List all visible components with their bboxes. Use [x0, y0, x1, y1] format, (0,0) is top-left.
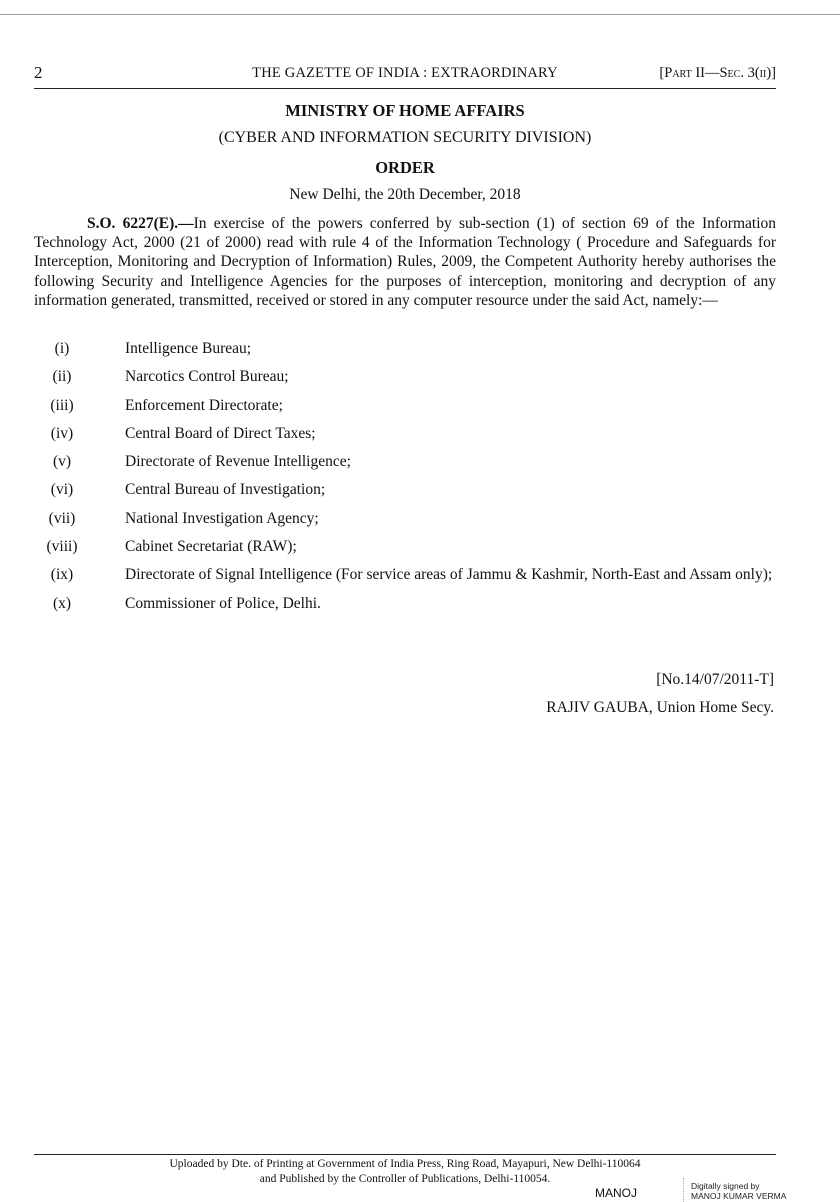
order-heading: ORDER	[375, 158, 435, 177]
agency-name: Intelligence Bureau;	[125, 340, 252, 357]
agency-name: Directorate of Revenue Intelligence;	[125, 453, 351, 471]
page-number: 2	[34, 63, 43, 82]
item-number: (ii)	[52, 368, 72, 386]
agency-name: Cabinet Secretariat (RAW);	[125, 538, 297, 556]
gazette-title: THE GAZETTE OF INDIA : EXTRAORDINARY	[252, 65, 558, 81]
item-number: (iv)	[50, 424, 74, 442]
list-item	[34, 397, 776, 415]
ministry-heading: MINISTRY OF HOME AFFAIRS	[285, 101, 525, 120]
agency-name: Central Bureau of Investigation;	[125, 481, 326, 499]
list-item	[34, 481, 776, 499]
agency-name: Commissioner of Police, Delhi.	[125, 594, 321, 612]
item-number: (ix)	[50, 566, 74, 584]
item-number: (v)	[52, 453, 72, 471]
top-border-line	[0, 14, 840, 15]
footer-rule	[34, 1154, 776, 1155]
item-number: (vi)	[50, 481, 74, 499]
gazette-header	[34, 63, 776, 85]
list-item	[34, 510, 776, 528]
agency-list	[34, 340, 776, 623]
dateline: New Delhi, the 20th December, 2018	[289, 186, 521, 203]
list-item	[34, 368, 776, 386]
signatory: RAJIV GAUBA, Union Home Secy.	[546, 699, 774, 716]
list-item	[34, 566, 776, 584]
item-number: (x)	[52, 594, 72, 612]
item-number: (viii)	[46, 538, 78, 556]
file-reference: [No.14/07/2011-T]	[656, 671, 774, 688]
footer-line-1: Uploaded by Dte. of Printing at Government of India Press, Ring Road, Mayapuri, New Delhi-110064	[169, 1158, 641, 1170]
part-section: [Part II—Sec. 3(ii)]	[659, 65, 776, 81]
so-number: S.O. 6227(E).—	[87, 215, 194, 232]
list-item	[34, 453, 776, 471]
list-item	[34, 538, 776, 556]
order-body-text: In exercise of the powers conferred by sub-section (1) of section 69 of the Information Technology Act, 2000 (21 of 2000) read with rule 4 of the Information Technology ( Procedure and Safeguards for Interception, Monitoring and Decryption of Information) Rules, 2009, the Competent Authority hereby authorises the following Security and Intelligence Agencies for the purposes of interception, monitoring and decryption of any information generated, transmitted, received or stored in any computer resource under the said Act, namely:—	[34, 215, 776, 309]
list-item	[34, 340, 776, 358]
footer-line-2: and Published by the Controller of Publications, Delhi-110054.	[259, 1173, 551, 1185]
agency-name: National Investigation Agency;	[125, 509, 319, 527]
signer-short-name: MANOJ	[595, 1186, 637, 1200]
item-number: (vii)	[48, 509, 76, 527]
agency-name: Enforcement Directorate;	[125, 396, 283, 414]
order-body-paragraph	[34, 214, 776, 310]
item-number: (iii)	[50, 396, 74, 414]
agency-name: Central Board of Direct Taxes;	[125, 424, 316, 442]
header-rule	[34, 88, 776, 89]
digital-signature-block	[683, 1178, 839, 1202]
digital-signature-label: Digitally signed by	[691, 1181, 760, 1191]
digital-signature-name: MANOJ KUMAR VERMA	[691, 1191, 787, 1201]
digital-signature-text	[691, 1181, 786, 1201]
list-item	[34, 595, 776, 613]
division-heading: (CYBER AND INFORMATION SECURITY DIVISION)	[218, 129, 592, 146]
list-item	[34, 425, 776, 443]
agency-name: Directorate of Signal Intelligence (For service areas of Jammu & Kashmir, North-East and Assam only);	[125, 566, 773, 584]
item-number: (i)	[54, 340, 70, 357]
agency-name: Narcotics Control Bureau;	[125, 368, 289, 386]
